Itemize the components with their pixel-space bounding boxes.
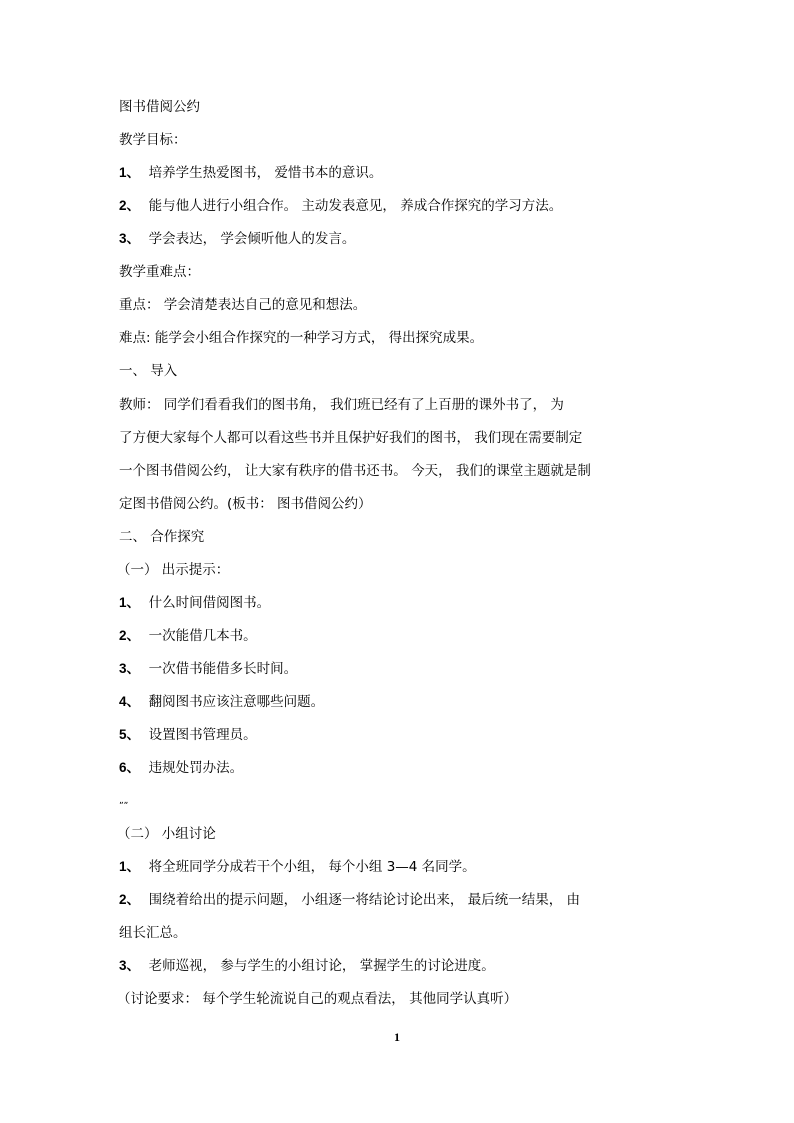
list-item: [119, 660, 297, 678]
list-item: [119, 627, 257, 645]
list-item: [119, 693, 324, 711]
list-number: 2、: [119, 198, 141, 213]
sub1-heading: （一） 出示提示：: [117, 562, 230, 578]
list-number: 6、: [119, 760, 141, 775]
list-number: 1、: [119, 165, 141, 180]
list-item: [119, 957, 495, 975]
list-text: 一次能借几本书。: [148, 628, 257, 644]
list-number: 1、: [119, 595, 141, 610]
section2-heading: 二、 合作探究: [119, 529, 205, 545]
list-text: 将全班同学分成若干个小组， 每个小组 3—4 名同学。: [148, 859, 476, 875]
list-item: [119, 164, 382, 182]
list-number: 5、: [119, 727, 141, 742]
list-item: [119, 759, 243, 777]
list-text: 老师巡视， 参与学生的小组讨论， 掌握学生的讨论进度。: [148, 958, 495, 974]
list-text: 什么时间借阅图书。: [148, 595, 271, 611]
list-item: [119, 858, 476, 876]
list-item: [119, 594, 270, 612]
list-number: 2、: [119, 892, 141, 907]
page-number: 1: [394, 1030, 400, 1044]
section1-heading: 一、 导入: [119, 363, 178, 379]
list-item: [119, 197, 562, 215]
list-text: 翻阅图书应该注意哪些问题。: [148, 694, 325, 710]
list-text: 一次借书能借多长时间。: [148, 661, 298, 677]
list-number: 1、: [119, 859, 141, 874]
list-item: [119, 230, 355, 248]
list-number: 4、: [119, 694, 141, 709]
key-points-heading: 教学重难点：: [119, 264, 200, 280]
list-text: 设置图书管理员。: [148, 727, 257, 743]
ellipsis: „„: [119, 796, 129, 806]
list-item: [119, 891, 580, 909]
document-title: 图书借阅公约: [119, 99, 200, 115]
list-text: 违规处罚办法。: [148, 760, 244, 776]
list-number: 2、: [119, 628, 141, 643]
intro-line: 了方便大家每个人都可以看这些书并且保护好我们的图书， 我们现在需要制定: [119, 430, 583, 446]
intro-line: 定图书借阅公约。(板书： 图书借阅公约）: [119, 496, 372, 512]
intro-line: 一个图书借阅公约， 让大家有秩序的借书还书。 今天， 我们的课堂主题就是制: [119, 463, 591, 479]
list-text: 围绕着给出的提示问题， 小组逐一将结论讨论出来， 最后统一结果， 由: [148, 892, 580, 908]
list-text: 学会表达， 学会倾听他人的发言。: [148, 231, 356, 247]
discussion-note: （讨论要求： 每个学生轮流说自己的观点看法， 其他同学认真听）: [117, 991, 518, 1007]
list-number: 3、: [119, 958, 141, 973]
list-number: 3、: [119, 661, 141, 676]
list-text: 培养学生热爱图书， 爱惜书本的意识。: [148, 165, 383, 181]
list-text: 能与他人进行小组合作。 主动发表意见， 养成合作探究的学习方法。: [148, 198, 563, 214]
intro-line: 教师： 同学们看看我们的图书角， 我们班已经有了上百册的课外书了， 为: [119, 397, 564, 413]
key-point: 重点： 学会清楚表达自己的意见和想法。: [119, 297, 367, 313]
list-number: 3、: [119, 231, 141, 246]
list-item: [119, 726, 257, 744]
difficulty: 难点: 能学会小组合作探究的一种学习方式， 得出探究成果。: [119, 330, 484, 346]
list-text-continued: 组长汇总。: [119, 925, 187, 941]
objectives-heading: 教学目标：: [119, 132, 187, 148]
sub2-heading: （二） 小组讨论: [117, 826, 216, 842]
